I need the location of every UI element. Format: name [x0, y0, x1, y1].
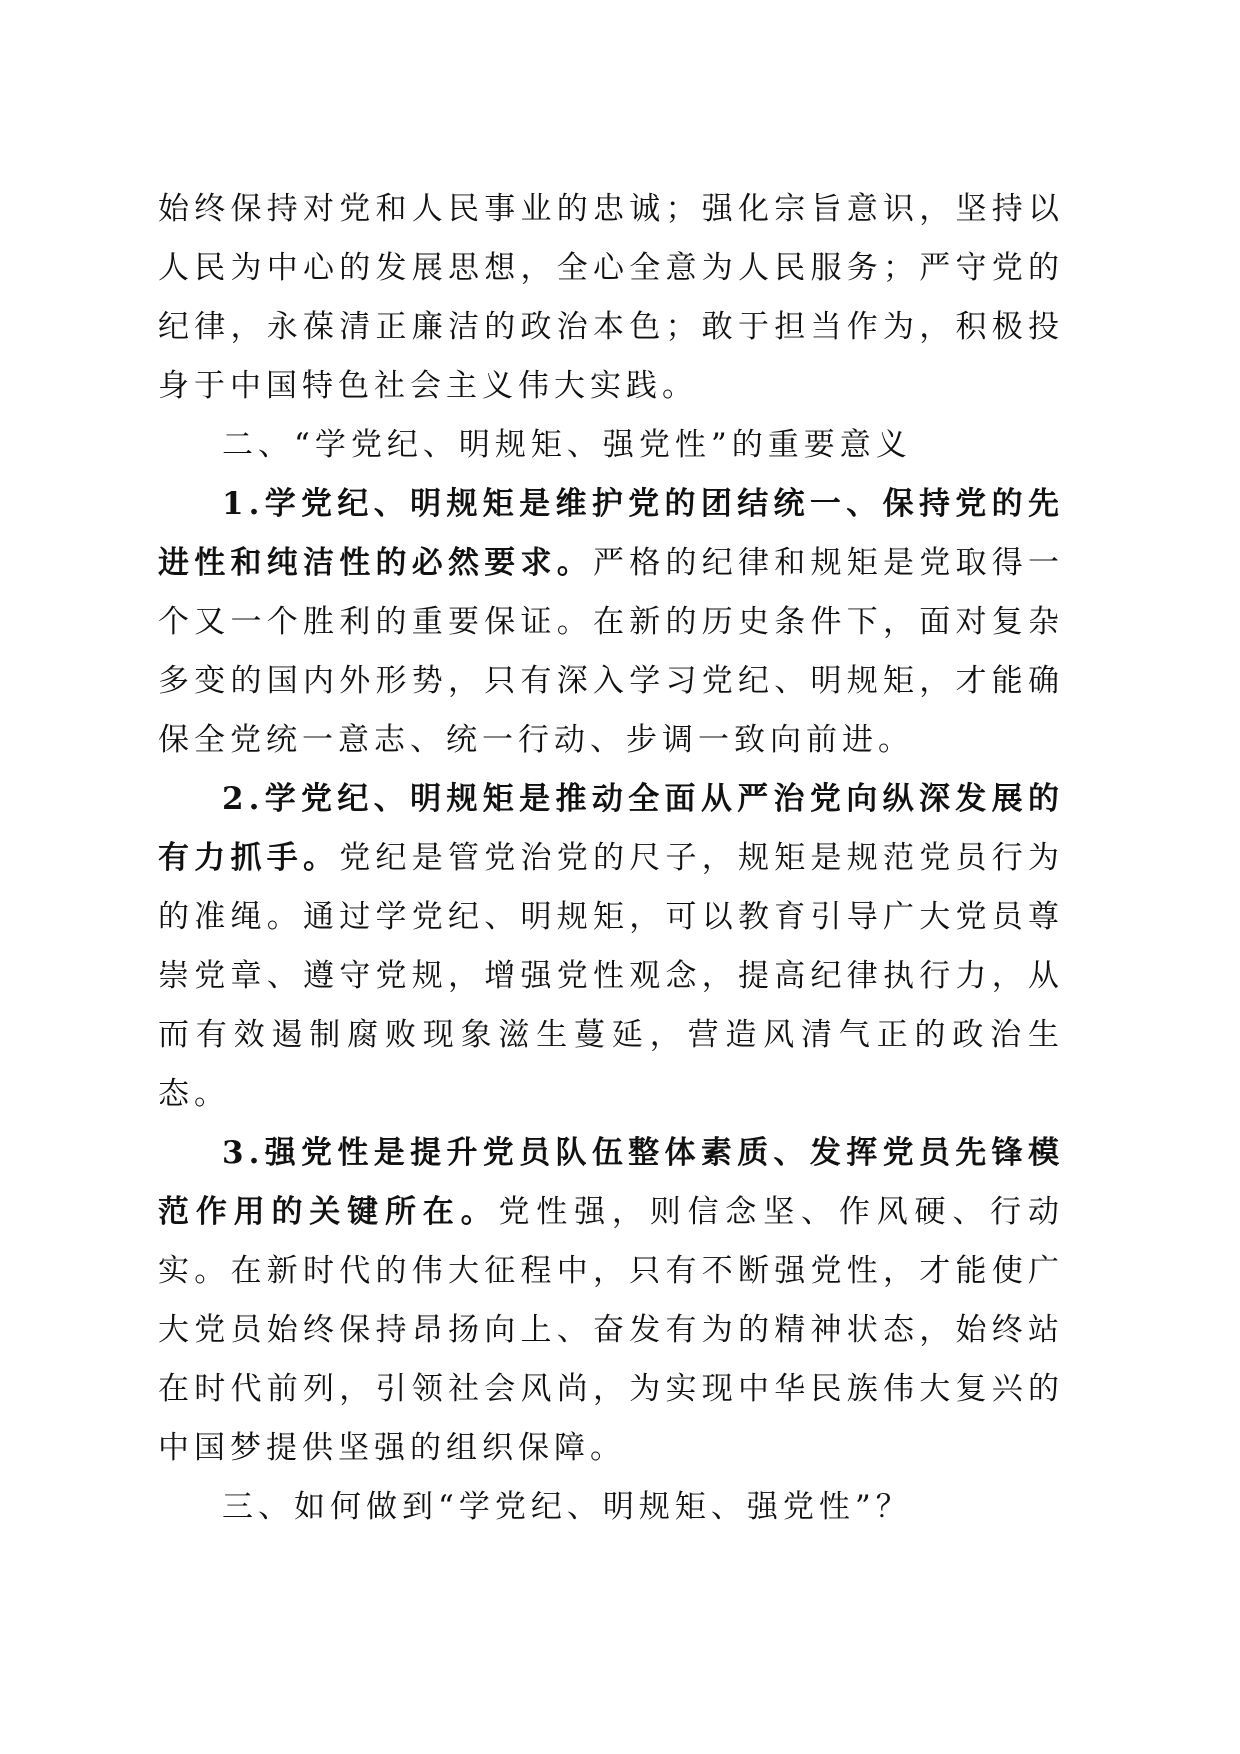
- point-3-lead: 3.强党性是提升党员队伍整体素质、发挥党员先锋模范作用的关键所在。: [158, 1135, 1064, 1230]
- point-2-lead: 2.学党纪、明规矩是推动全面从严治党向纵深发展的有力抓手。: [158, 781, 1064, 876]
- point-1-body: 严格的纪律和规矩是党取得一个又一个胜利的重要保证。在新的历史条件下，面对复杂多变的国内外形势，只有深入学习党纪、明规矩，才能确保全党统一意志、统一行动、步调一致向前进。: [158, 545, 1064, 758]
- paragraph-point-1: [158, 475, 1064, 770]
- point-2-body: 党纪是管党治党的尺子，规矩是规范党员行为的准绳。通过学党纪、明规矩，可以教育引导广大党员尊崇党章、遵守党规，增强党性观念，提高纪律执行力，从而有效遏制腐败现象滋生蔓延，营造风清气正的政治生态。: [158, 840, 1064, 1112]
- paragraph-point-2: [158, 770, 1064, 1124]
- document-page: [158, 180, 1064, 1537]
- section-heading-two: 二、“学党纪、明规矩、强党性”的重要意义: [222, 427, 912, 463]
- point-1-lead: 1.学党纪、明规矩是维护党的团结统一、保持党的先进性和纯洁性的必然要求。: [158, 486, 1064, 581]
- section-heading-three: 三、如何做到“学党纪、明规矩、强党性”？: [222, 1489, 912, 1525]
- paragraph-point-3: [158, 1124, 1064, 1478]
- point-3-body: 党性强，则信念坚、作风硬、行动实。在新时代的伟大征程中，只有不断强党性，才能使广大党员始终保持昂扬向上、奋发有为的精神状态，始终站在时代前列，引领社会风尚，为实现中华民族伟大复兴的中国梦提供坚强的组织保障。: [158, 1194, 1065, 1466]
- paragraph-continuation: 始终保持对党和人民事业的忠诚；强化宗旨意识，坚持以人民为中心的发展思想，全心全意为人民服务；严守党的纪律，永葆清正廉洁的政治本色；敢于担当作为，积极投身于中国特色社会主义伟大实践。: [158, 191, 1064, 404]
